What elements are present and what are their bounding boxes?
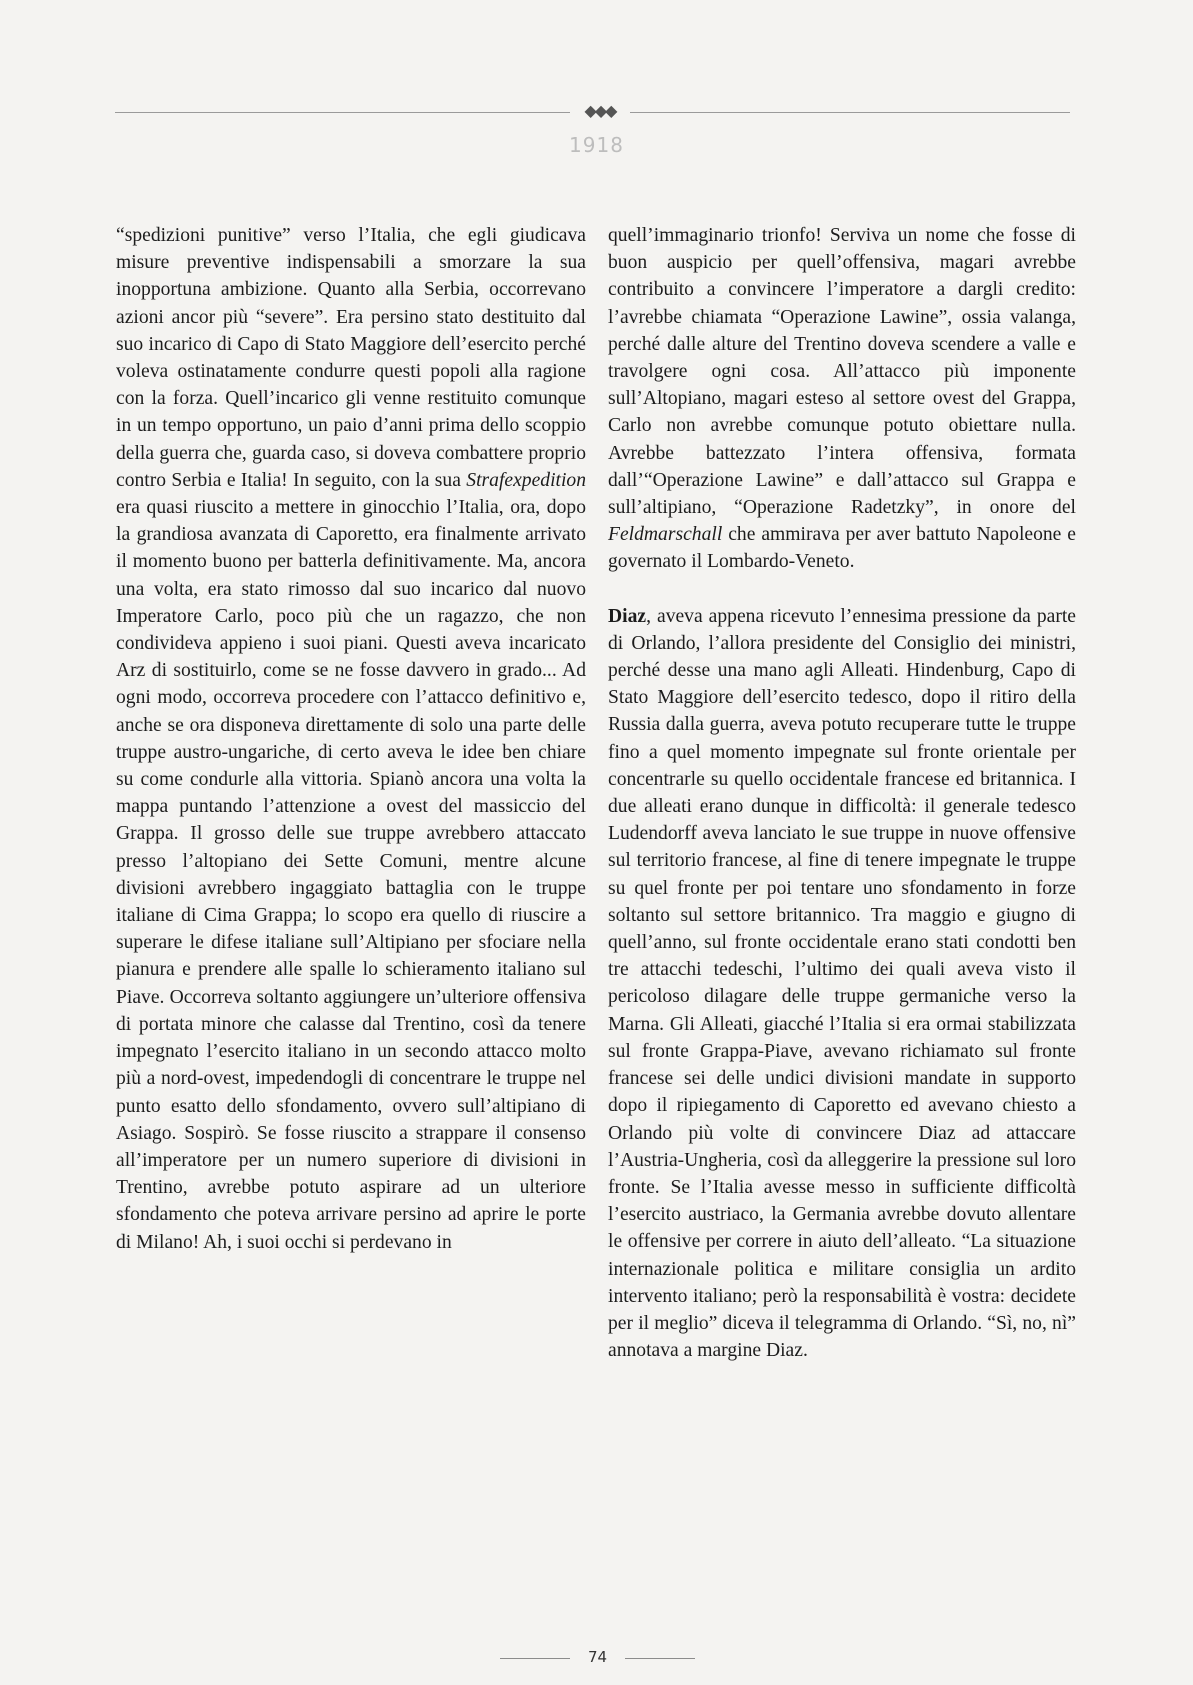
header-ornament-icon: ◆◆◆ <box>584 101 616 120</box>
paragraph-text: che ammirava per aver battuto Napoleone e governato il Lombardo-Veneto. <box>608 524 1076 573</box>
italic-term: Strafexpedition <box>466 469 586 491</box>
paragraph-text: “spedizioni punitive” verso l’Italia, che egli giudicava misure preventive indispensabili a smorzare la sua inopportuna ambizione. Quanto alla Serbia, occorrevano azioni ancor più “severe”. Era persino stato destituito dal suo incarico di Capo di Stato Maggiore dell’esercito perché voleva ostinatamente condurre questi popoli alla ragione con la forza. Quell’incarico gli venne restituito comunque in un tempo opportuno, un paio d’anni prima dello scoppio della guerra che, guarda caso, si doveva combattere proprio contro Serbia e Italia! In seguito, con la sua <box>116 225 586 491</box>
paragraph <box>116 222 586 1256</box>
paragraph-text: , aveva appena ricevuto l’ennesima pressione da parte di Orlando, l’allora presidente del Consiglio dei ministri, perché desse una mano agli Alleati. Hindenburg, Capo di Stato Maggiore dell’esercito tedesco, dopo il ritiro della Russia dalla guerra, aveva potuto recuperare tutte le truppe fino a quel momento impegnate sul fronte orientale per concentrarle su quello occidentale francese ed britannica. I due alleati erano dunque in difficoltà: il generale tedesco Ludendorff aveva lanciato le sue truppe in nuove offensive sul territorio francese, al fine di tenere impegnate le truppe su quel fronte per poi tentare uno sfondamento in forze soltanto sul settore britannico. Tra maggio e giugno di quell’anno, sul fronte occidentale erano stati condotti ben tre attacchi tedeschi, l’ultimo dei quali aveva visto il pericoloso dilagare delle truppe germaniche verso la Marna. Gli Alleati, giacché l’Italia si era ormai stabilizzata sul fronte Grappa-Piave, avevano richiamato sul fronte francese sei delle undici divisioni mandate in supporto dopo il ripiegamento di Caporetto ed avevano chiesto a Orlando più volte di convincere Diaz ad attaccare l’Austria-Ungheria, così da alleggerire la pressione sul loro fronte. Se l’Italia avesse messo in sufficiente difficoltà l’esercito austriaco, la Germania avrebbe dovuto allentare le offensive per correre in aiuto dell’alleato. “La situazione internazionale politica e militare consiglia un ardito intervento italiano; però la responsabilità è vostra: decidete per il meglio” diceva il telegramma di Orlando. “Sì, no, nì” annotava a margine Diaz. <box>608 605 1076 1362</box>
page-number: 74 <box>587 1648 608 1666</box>
running-header-year: 1918 <box>569 133 624 157</box>
right-text-column <box>608 222 1076 1364</box>
paragraph <box>608 222 1076 576</box>
paragraph <box>608 603 1076 1365</box>
left-text-column <box>116 222 586 1256</box>
paragraph-text: quell’immaginario trionfo! Serviva un nome che fosse di buon auspicio per quell’offensiva, magari avrebbe contribuito a convincere l’imperatore a dargli credito: l’avrebbe chiamata “Operazione Lawine”, ossia valanga, perché dalle alture del Trentino doveva scendere a valle e travolgere ogni cosa. All’attacco più imponente sull’Altopiano, magari esteso al settore ovest del Grappa, Carlo non avrebbe comunque potuto obiettare nulla. Avrebbe battezzato l’intera offensiva, formata dall’“Operazione Lawine” e dall’attacco sul Grappa e sull’altipiano, “Operazione Radetzky”, in onore del <box>608 225 1076 519</box>
footer-rule-left <box>500 1658 570 1659</box>
header-rule-left <box>115 112 570 113</box>
bold-name: Diaz <box>608 605 647 627</box>
paragraph-text: era quasi riuscito a mettere in ginocchio l’Italia, ora, dopo la grandiosa avanzata di Caporetto, era finalmente arrivato il momento buono per batterla definitivamente. Ma, ancora una volta, era stato rimosso dal suo incarico dal nuovo Imperatore Carlo, poco più che un ragazzo, che non condivideva appieno i suoi piani. Questi aveva incaricato Arz di sostituirlo, come se ne fosse davvero in grado... Ad ogni modo, occorreva procedere con l’attacco definitivo e, anche se ora disponeva direttamente di solo una parte delle truppe austro-ungariche, di certo aveva le idee ben chiare su come condurle alla vittoria. Spianò ancora una volta la mappa puntando l’attenzione a ovest del massiccio del Grappa. Il grosso delle sue truppe avrebbero attaccato presso l’altopiano dei Sette Comuni, mentre alcune divisioni avrebbero ingaggiato battaglia con le truppe italiane di Cima Grappa; lo scopo era quello di riuscire a superare le difese italiane sull’Altipiano per sfociare nella pianura e prendere alle spalle lo schieramento italiano sul Piave. Occorreva soltanto aggiungere un’ulteriore offensiva di portata minore che calasse dal Trentino, così da tenere impegnato l’esercito italiano in un secondo attacco molto più a nord-ovest, impedendogli di concentrare le truppe nel punto esatto dello sfondamento, ovvero sull’altipiano di Asiago. Sospirò. Se fosse riuscito a strappare il consenso all’imperatore per un numero superiore di divisioni in Trentino, avrebbe potuto aspirare ad un ulteriore sfondamento che poteva arrivare persino ad aprire le porte di Milano! Ah, i suoi occhi si perdevano in <box>116 497 586 1253</box>
italic-term: Feldmarschall <box>608 524 723 546</box>
header-rule-right <box>630 112 1070 113</box>
footer-rule-right <box>625 1658 695 1659</box>
